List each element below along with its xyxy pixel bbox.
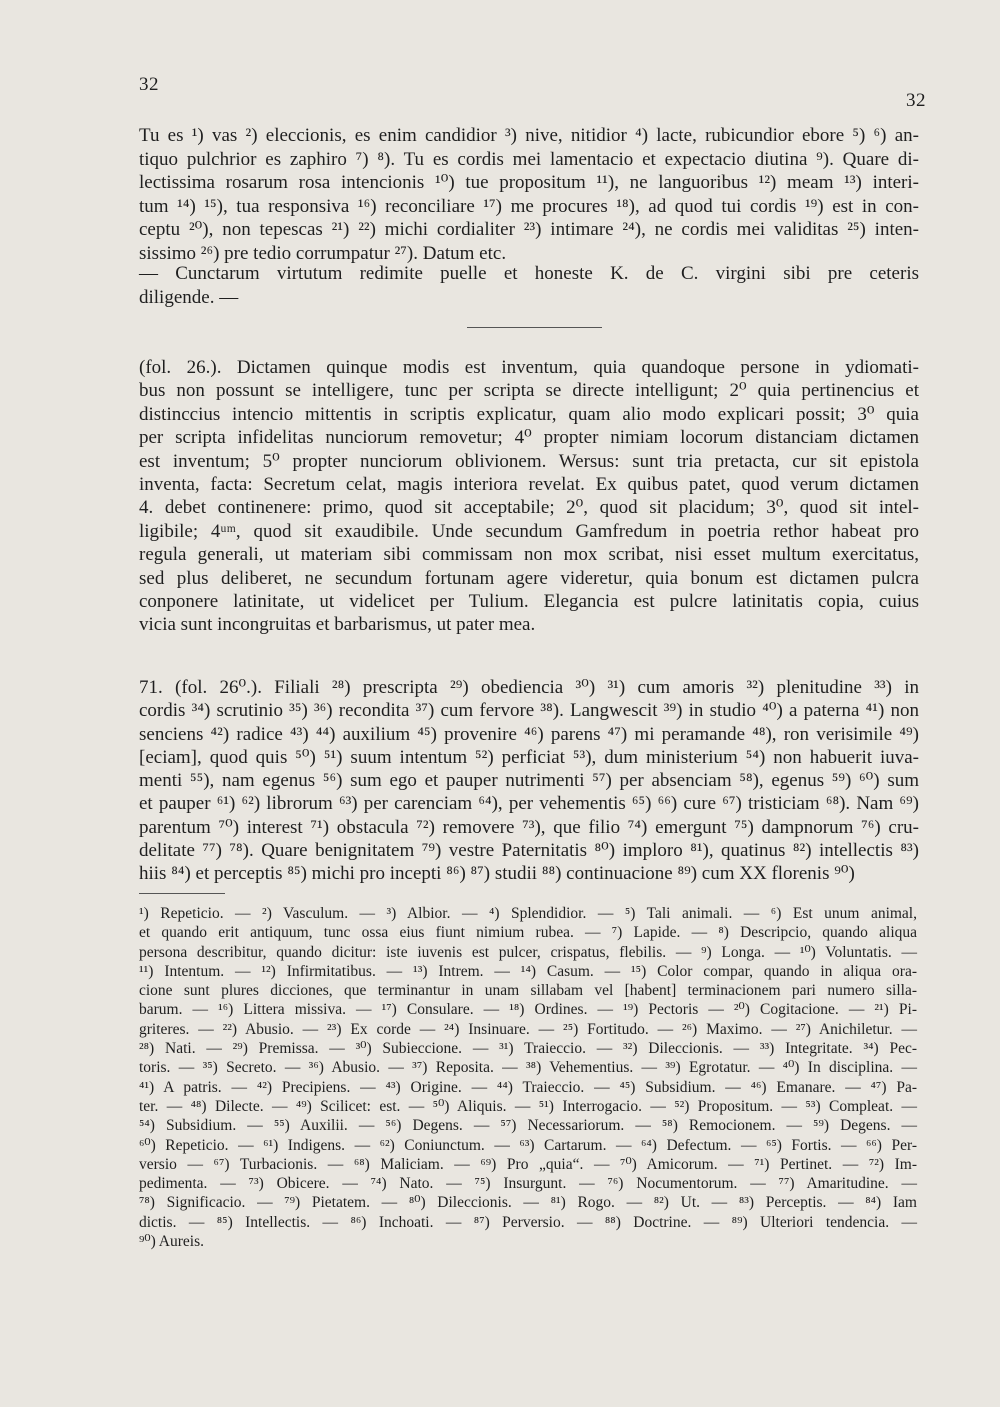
text-line: distinccius intencio mittentis in scriptis explicatur, quam alio modo explicari possit; 3⁰ quia	[139, 403, 919, 425]
text-line: ²⁸) Nati. — ²⁹) Premissa. — ³⁰) Subieccione. — ³¹) Traieccio. — ³²) Dileccionis. — ³³) Integritate. ³⁴) Pec-	[139, 1040, 917, 1058]
section-divider	[467, 327, 602, 328]
text-line: ⁵⁴) Subsidium. — ⁵⁵) Auxilii. — ⁵⁶) Degens. — ⁵⁷) Necessariorum. — ⁵⁸) Remocionem. — ⁵⁹) Degens. —	[139, 1117, 917, 1135]
text-line: bus non possunt se intelligere, tunc per scripta se directe intelligunt; 2⁰ quia pertinencius et	[139, 380, 919, 402]
text-line: — Cunctarum virtutum redimite puelle et honeste K. de C. virgini sibi pre ceteris	[139, 263, 919, 284]
text-line: 71. (fol. 26⁰.). Filiali ²⁸) prescripta ²⁹) obediencia ³⁰) ³¹) cum amoris ³²) plenitudine ³³) in	[139, 677, 919, 698]
page-number-right: 32	[906, 90, 926, 111]
text-line: dictis. — ⁸⁵) Intellectis. — ⁸⁶) Inchoati. — ⁸⁷) Perversio. — ⁸⁸) Doctrine. — ⁸⁹) Ulteriori tendencia. —	[139, 1213, 917, 1231]
text-line: toris. — ³⁵) Secreto. — ³⁶) Abusio. — ³⁷) Reposita. — ³⁸) Vehementius. — ³⁹) Egrotatur. — ⁴⁰) In disciplina. —	[139, 1059, 917, 1077]
text-line: persona describitur, quando dicitur: iste iuvenis est pulcer, crispatus, flebilis. — ⁹) Longa. — ¹⁰) Voluntatis. —	[139, 943, 917, 961]
text-line: inventa, facta: Secretum celat, magis interiora revelat. Ex quibus patet, quod verum dictamen	[139, 474, 919, 496]
text-line: ⁶⁰) Repeticio. — ⁶¹) Indigens. — ⁶²) Coniunctum. — ⁶³) Cartarum. — ⁶⁴) Defectum. — ⁶⁵) Fortis. — ⁶⁶) Per-	[139, 1136, 917, 1154]
text-line: (fol. 26.). Dictamen quinque modis est inventum, quia quandoque persone in ydiomati-	[139, 357, 919, 378]
text-line: ¹¹) Intentum. — ¹²) Infirmitatibus. — ¹³) Intrem. — ¹⁴) Casum. — ¹⁵) Color compar, quando in aliqua ora-	[139, 962, 917, 980]
text-line: cione sunt plures dicciones, que terminantur in unam sillabam vel [habent] terminacionem pari numero silla-	[139, 982, 917, 1000]
text-line: 4. debet continenere: primo, quod sit acceptabile; 2⁰, quod sit placidum; 3⁰, quod sit intel-	[139, 497, 919, 519]
text-line: hiis ⁸⁴) et perceptis ⁸⁵) michi pro incepti ⁸⁶) ⁸⁷) studii ⁸⁸) continuacione ⁸⁹) cum XX florenis ⁹⁰)	[139, 863, 855, 885]
text-line: griteres. — ²²) Abusio. — ²³) Ex corde — ²⁴) Insinuare. — ²⁵) Fortitudo. — ²⁶) Maximo. — ²⁷) Anichiletur. —	[139, 1020, 917, 1038]
page-number-left: 32	[139, 74, 159, 95]
text-line: sed plus deliberet, ne secundum fortunam agere videretur, quia bonum est dictamen pulcra	[139, 567, 919, 589]
text-line: versio — ⁶⁷) Turbacionis. — ⁶⁸) Maliciam. — ⁶⁹) Pro „quia“. — ⁷⁰) Amicorum. — ⁷¹) Pertinet. — ⁷²) Im-	[139, 1155, 917, 1173]
text-line: pedimenta. — ⁷³) Obicere. — ⁷⁴) Nato. — ⁷⁵) Insurgunt. — ⁷⁶) Nocumentorum. — ⁷⁷) Amaritudine. —	[139, 1175, 917, 1193]
text-line: senciens ⁴²) radice ⁴³) ⁴⁴) auxilium ⁴⁵) provenire ⁴⁶) parens ⁴⁷) mi peramande ⁴⁸), ron verisimile ⁴⁹)	[139, 723, 919, 745]
text-line: barum. — ¹⁶) Littera missiva. — ¹⁷) Consulare. — ¹⁸) Ordines. — ¹⁹) Pectoris — ²⁰) Cogitacione. — ²¹) Pi-	[139, 1001, 917, 1019]
text-line: sissimo ²⁶) pre tedio corrumpatur ²⁷). Datum etc.	[139, 242, 507, 264]
closing-paragraph	[139, 262, 919, 309]
text-line: ¹) Repeticio. — ²) Vasculum. — ³) Albior. — ⁴) Splendidior. — ⁵) Tali animali. — ⁶) Est unum animal,	[139, 905, 917, 922]
text-line: delitate ⁷⁷) ⁷⁸). Quare benignitatem ⁷⁹) vestre Paternitatis ⁸⁰) imploro ⁸¹), quatinus ⁸²) intellectis ⁸³)	[139, 840, 919, 862]
text-line: [eciam], quod quis ⁵⁰) ⁵¹) suum intentum ⁵²) perficiat ⁵³), dum ministerium ⁵⁴) non habuerit iuva-	[139, 746, 919, 768]
text-line: per scripta infidelitas nunciorum removetur; 4⁰ propter nimiam locorum distanciam dictamen	[139, 427, 919, 449]
text-line: tum ¹⁴) ¹⁵), tua responsiva ¹⁶) reconciliare ¹⁷) me procures ¹⁸), ad quod tui cordis ¹⁹) est in con-	[139, 195, 919, 217]
text-line: ⁴¹) A patris. — ⁴²) Precipiens. — ⁴³) Origine. — ⁴⁴) Traieccio. — ⁴⁵) Subsidium. — ⁴⁶) Emanare. — ⁴⁷) Pa-	[139, 1078, 917, 1096]
footnotes	[139, 904, 917, 1251]
text-line: ter. — ⁴⁸) Dilecte. — ⁴⁹) Scilicet: est. — ⁵⁰) Aliquis. — ⁵¹) Interrogacio. — ⁵²) Propositum. — ⁵³) Compleat. —	[139, 1097, 917, 1115]
text-line: tiquo pulchrior es zaphiro ⁷) ⁸). Tu es cordis mei lamentacio et expectacio diutina ⁹). Quare di-	[139, 148, 919, 170]
footnote-divider	[139, 893, 225, 894]
text-line: regula generali, ut materiam sibi commissam non mox scribat, nisi esset multum exercitatus,	[139, 544, 919, 566]
text-line: Tu es ¹) vas ²) eleccionis, es enim candidior ³) nive, nitidior ⁴) lacte, rubicundior ebore ⁵) ⁶) an-	[139, 125, 919, 146]
text-line: diligende. —	[139, 286, 239, 308]
text-line: conponere latinitate, ut videlicet per Tulium. Elegancia est pulcre latinitatis copia, cuius	[139, 591, 919, 613]
text-line: ⁷⁸) Significacio. — ⁷⁹) Pietatem. — ⁸⁰) Dileccionis. — ⁸¹) Rogo. — ⁸²) Ut. — ⁸³) Perceptis. — ⁸⁴) Iam	[139, 1194, 917, 1212]
text-line: est inventum; 5⁰ propter nunciorum oblivionem. Wersus: sunt tria pretacta, cur sit epistola	[139, 450, 919, 472]
letter-71-paragraph	[139, 676, 919, 886]
letter-paragraph	[139, 124, 919, 265]
text-line: cordis ³⁴) scrutinio ³⁵) ³⁶) recondita ³⁷) cum fervore ³⁸). Langwescit ³⁹) in studio ⁴⁰) a paterna ⁴¹) non	[139, 700, 919, 722]
text-line: et quando erit antiquum, tunc ossa eius fiunt nimium rubea. — ⁷) Lapide. — ⁸) Descripcio, quando aliqua	[139, 924, 917, 942]
text-line: et pauper ⁶¹) ⁶²) librorum ⁶³) per carenciam ⁶⁴), per vehementis ⁶⁵) ⁶⁶) cure ⁶⁷) tristiciam ⁶⁸). Nam ⁶⁹)	[139, 793, 919, 815]
text-line: ceptu ²⁰), non tepescas ²¹) ²²) michi cordialiter ²³) intimare ²⁴), ne cordis mei validitas ²⁵) inten-	[139, 219, 919, 240]
text-line: menti ⁵⁵), nam egenus ⁵⁶) sum ego et pauper nutrimenti ⁵⁷) per absenciam ⁵⁸), egenus ⁵⁹) ⁶⁰) sum	[139, 770, 919, 792]
text-line: ligibile; 4ᵘᵐ, quod sit exaudibile. Unde secundum Gamfredum in poetria rethor habeat pro	[139, 520, 919, 542]
text-line: vicia sunt incongruitas et barbarismus, ut pater mea.	[139, 614, 536, 636]
text-line: lectissima rosarum rosa intencionis ¹⁰) tue propositum ¹¹), ne languoribus ¹²) meam ¹³) interi-	[139, 172, 919, 193]
dictamen-paragraph	[139, 356, 919, 637]
text-line: parentum ⁷⁰) interest ⁷¹) obstacula ⁷²) removere ⁷³), que filio ⁷⁴) emergunt ⁷⁵) dampnorum ⁷⁶) cru-	[139, 816, 919, 838]
text-line: ⁹⁰) Aureis.	[139, 1233, 204, 1251]
